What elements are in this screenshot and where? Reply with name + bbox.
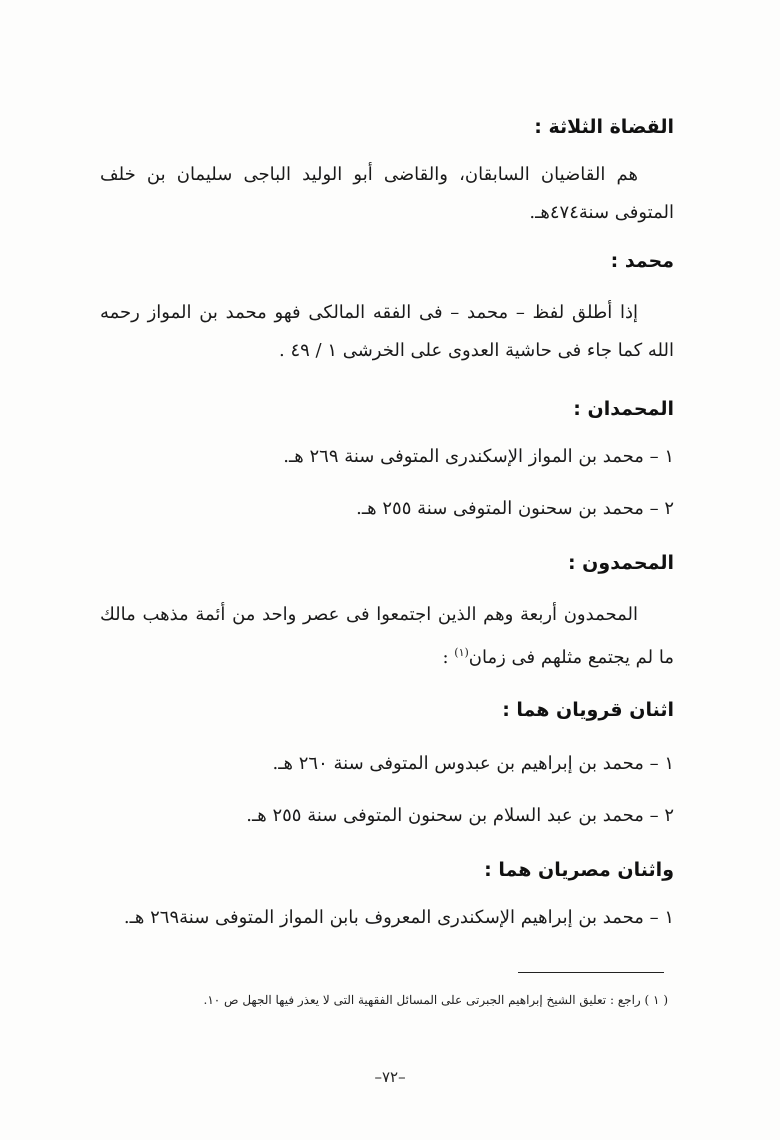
paragraph-text: هم القاضيان السابقان، والقاضى أبو الوليد الباجى سليمان بن خلف المتوفى سنة٤٧٤هـ. bbox=[100, 164, 674, 223]
page-body bbox=[100, 110, 674, 933]
section-heading-three-judges: القضاة الثلاثة : bbox=[534, 116, 674, 138]
paragraph-muhammad bbox=[100, 294, 674, 370]
section-heading-muhammads: المحمدون : bbox=[567, 552, 674, 574]
section-heading-muhammad: محمد : bbox=[610, 250, 674, 272]
footnote-divider bbox=[518, 972, 664, 973]
footnote-marker: (١) bbox=[454, 646, 469, 659]
paragraph-muhammads bbox=[100, 596, 674, 677]
section-heading-two-muhammads: المحمدان : bbox=[573, 398, 674, 420]
list-item: ٢ – محمد بن عبد السلام بن سحنون المتوفى سنة ٢٥٥ هـ. bbox=[246, 805, 674, 826]
footnote: ( ١ ) راجع : تعليق الشيخ إبراهيم الجبرتى على المسائل الفقهية التى لا يعذر فيها الجهل ص ١٠. bbox=[203, 993, 668, 1007]
list-item: ١ – محمد بن المواز الإسكندرى المتوفى سنة ٢٦٩ هـ. bbox=[283, 446, 674, 467]
list-item: ١ – محمد بن إبراهيم الإسكندرى المعروف بابن المواز المتوفى سنة٢٦٩ هـ. bbox=[123, 907, 674, 928]
paragraph-three-judges bbox=[100, 156, 674, 232]
paragraph-text-end: : bbox=[442, 647, 455, 668]
page-number: –٧٢– bbox=[374, 1068, 406, 1086]
paragraph-text: إذا أطلق لفظ – محمد – فى الفقه المالكى فهو محمد بن المواز رحمه الله كما جاء فى حاشية العدوى على الخرشى ١ / ٤٩ . bbox=[100, 302, 674, 361]
section-heading-qayrawan-pair: اثنان قرويان هما : bbox=[502, 699, 674, 721]
paragraph-text: المحمدون أربعة وهم الذين اجتمعوا فى عصر واحد من أئمة مذهب مالك ما لم يجتمع مثلهم فى زمان bbox=[100, 604, 674, 668]
list-item: ١ – محمد بن إبراهيم بن عبدوس المتوفى سنة ٢٦٠ هـ. bbox=[272, 753, 674, 774]
section-heading-egyptian-pair: واثنان مصريان هما : bbox=[484, 859, 674, 881]
list-item: ٢ – محمد بن سحنون المتوفى سنة ٢٥٥ هـ. bbox=[356, 498, 674, 519]
